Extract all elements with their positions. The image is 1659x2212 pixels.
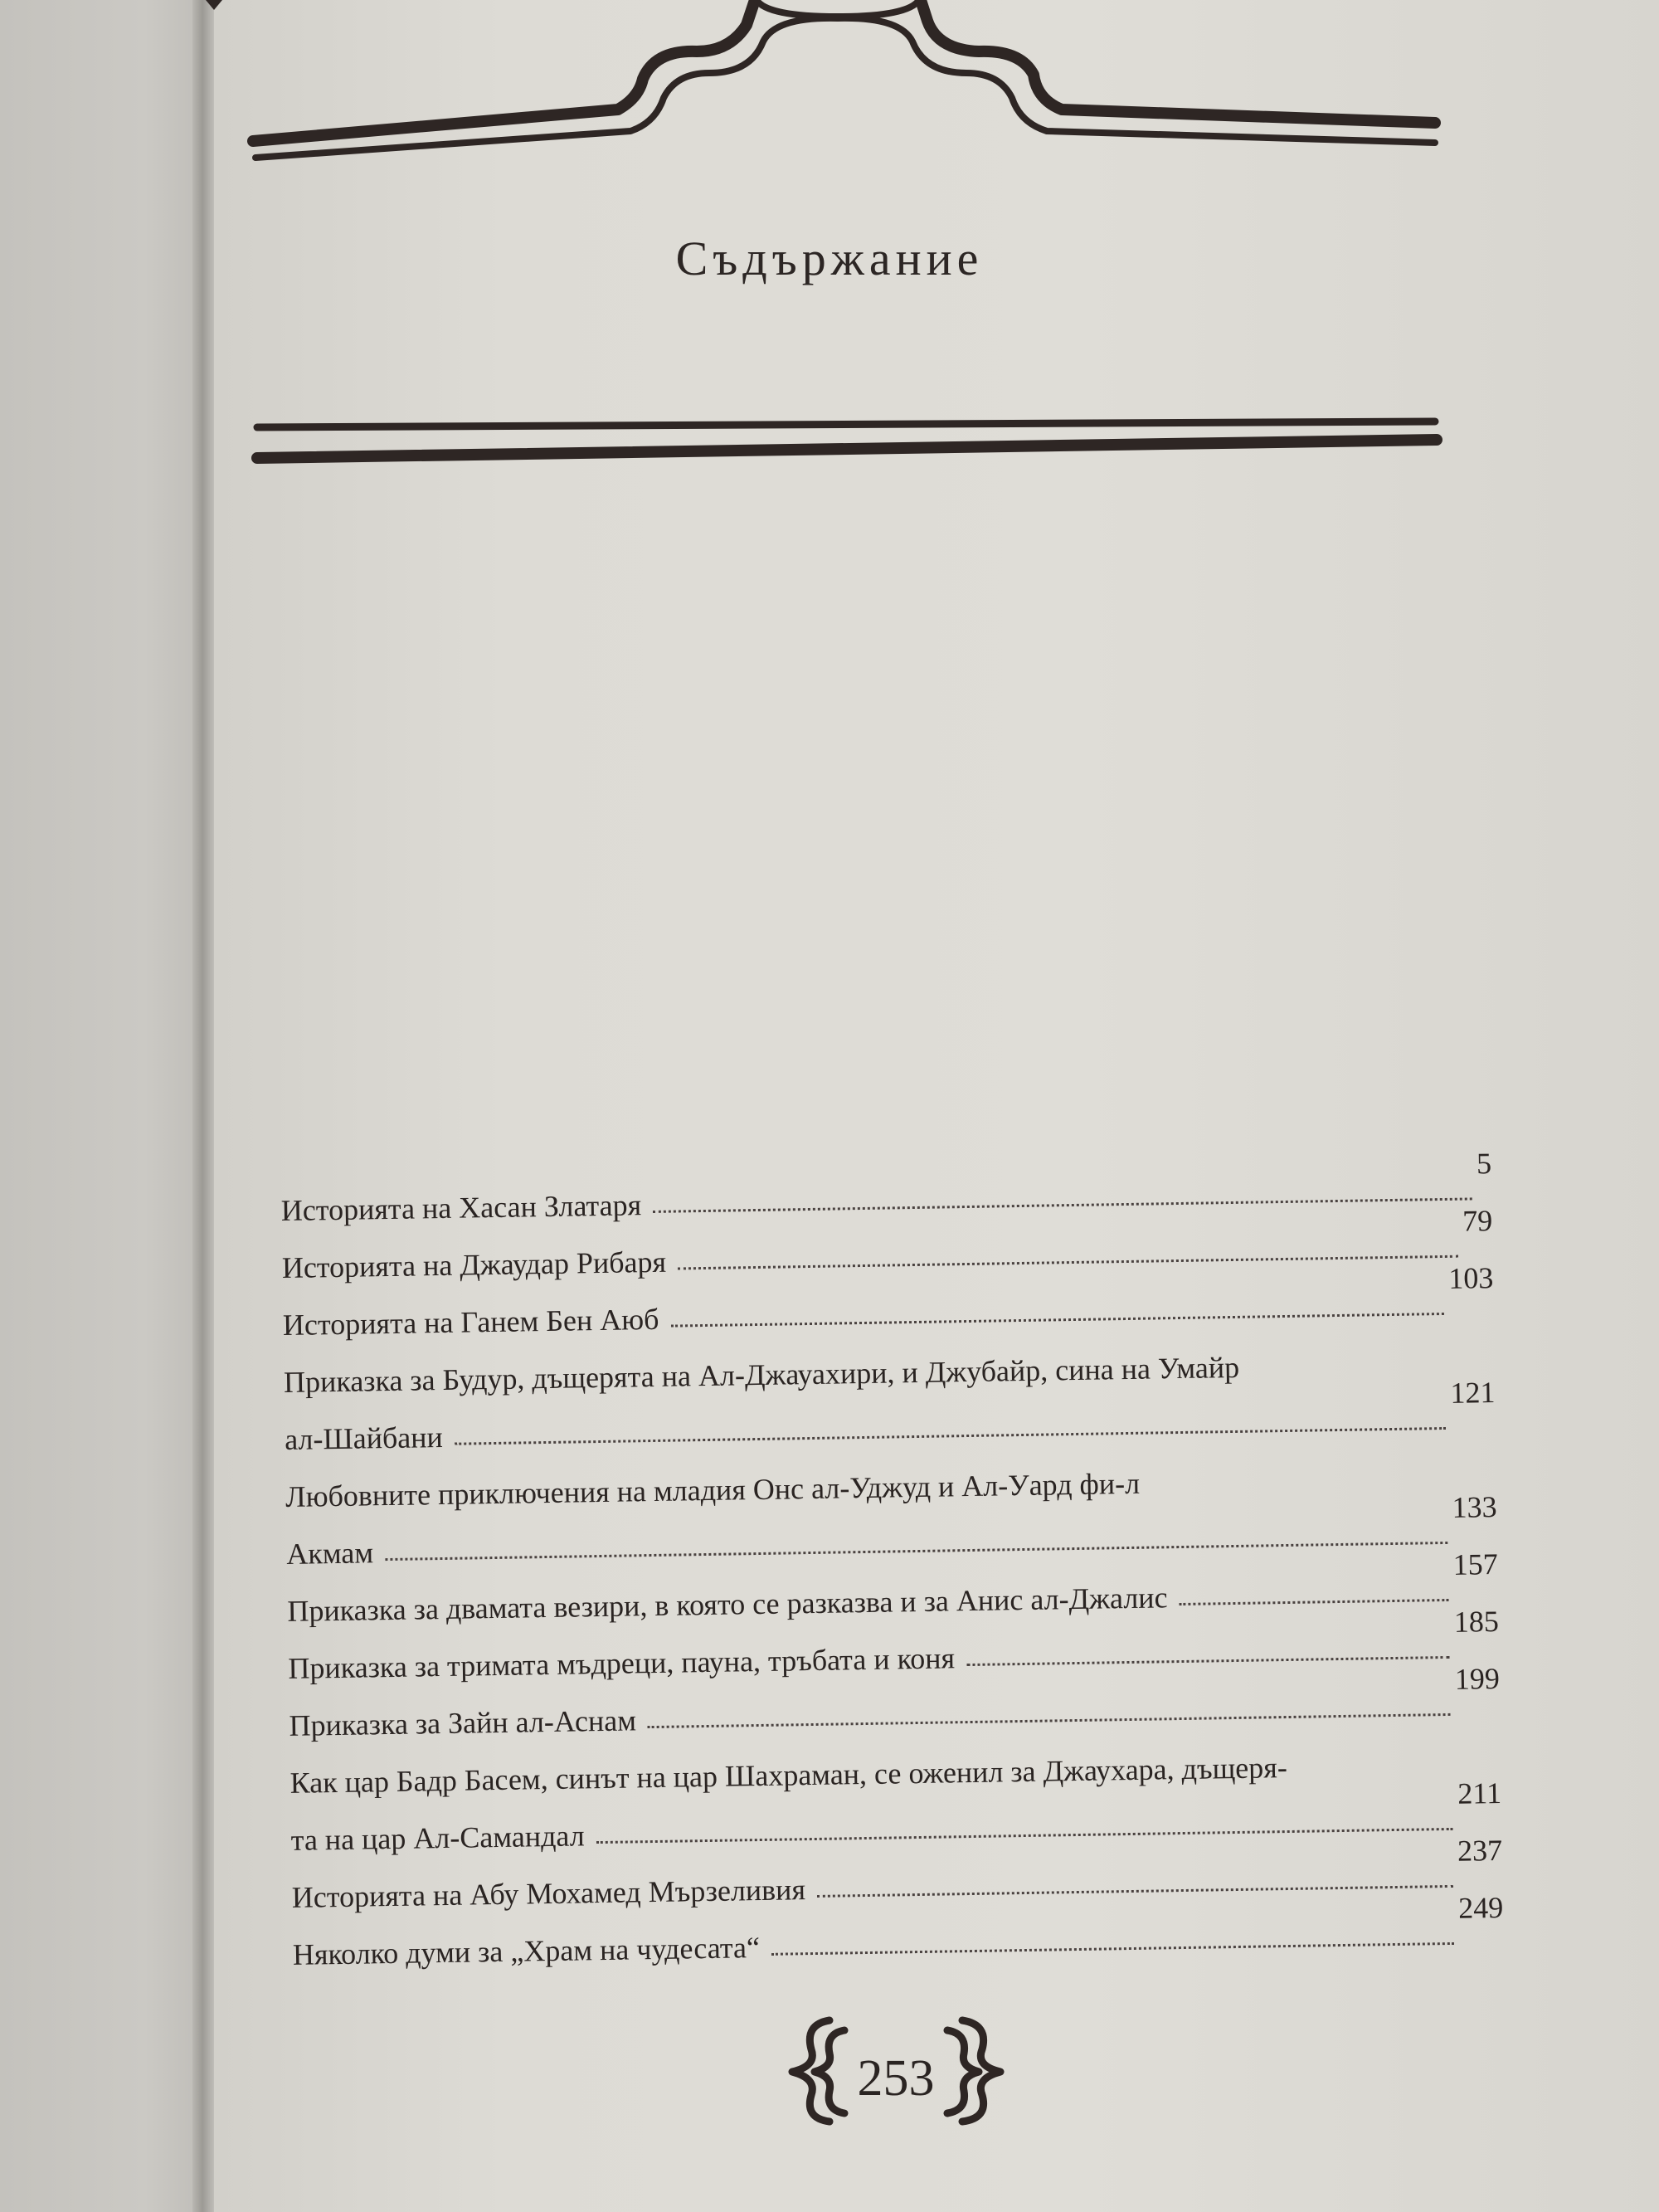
toc-entry-page: 103 bbox=[1447, 1261, 1494, 1295]
toc-entry-page: 79 bbox=[1462, 1204, 1493, 1238]
dot-leader bbox=[1180, 1599, 1449, 1605]
toc-entry-title: Приказка за тримата мъдреци, пауна, тръбата и коня bbox=[288, 1641, 956, 1685]
toc-entry-title: Приказка за Зайн ал-Аснам bbox=[289, 1703, 637, 1742]
toc-entry-title: Няколко думи за „Храм на чудесата“ bbox=[292, 1931, 761, 1971]
toc-entry-title: Историята на Хасан Златаря bbox=[280, 1188, 642, 1227]
toc-entry-page: 157 bbox=[1452, 1547, 1498, 1581]
toc-entry-page: 185 bbox=[1453, 1604, 1500, 1639]
page-number: 253 bbox=[857, 2050, 935, 2107]
toc-entry-page: 5 bbox=[1476, 1147, 1492, 1181]
toc-entry-title: Приказка за Будур, дъщерята на Ал-Джауахири, и Джубайр, сина на Умайр bbox=[283, 1350, 1240, 1399]
toc-entry-page: 121 bbox=[1450, 1376, 1496, 1410]
toc-entry-title: Историята на Ганем Бен Аюб bbox=[282, 1302, 659, 1342]
toc-entry-page: 249 bbox=[1457, 1890, 1504, 1925]
toc-entry-title: Историята на Абу Мохамед Мързеливия bbox=[291, 1873, 806, 1914]
toc-entry-title: Любовните приключения на младия Онс ал-Уджуд и Ал-Уард фи-л bbox=[285, 1466, 1141, 1513]
dot-leader bbox=[966, 1656, 1449, 1666]
toc-entry-title: Как цар Бадр Басем, синът на цар Шахраман, се оженил за Джаухара, дъщеря- bbox=[289, 1751, 1288, 1800]
toc-entry-page: 211 bbox=[1457, 1776, 1502, 1810]
page-title: Съдържание bbox=[675, 231, 984, 285]
toc-entry-title: та на цар Ал-Самандал bbox=[290, 1819, 585, 1857]
toc-entry-page: 199 bbox=[1454, 1661, 1501, 1696]
toc-entry-title: Акмам bbox=[285, 1536, 374, 1571]
toc-entry-page: 237 bbox=[1457, 1833, 1503, 1868]
toc-entry-title: Приказка за двамата везири, в която се разказва и за Анис ал-Джалис bbox=[287, 1581, 1168, 1628]
table-of-contents bbox=[280, 1149, 1504, 1970]
toc-entry-page: 133 bbox=[1452, 1490, 1497, 1524]
toc-entry-title: ал-Шайбани bbox=[284, 1420, 444, 1456]
toc-entry-title: Историята на Джаудар Рибаря bbox=[281, 1245, 667, 1284]
